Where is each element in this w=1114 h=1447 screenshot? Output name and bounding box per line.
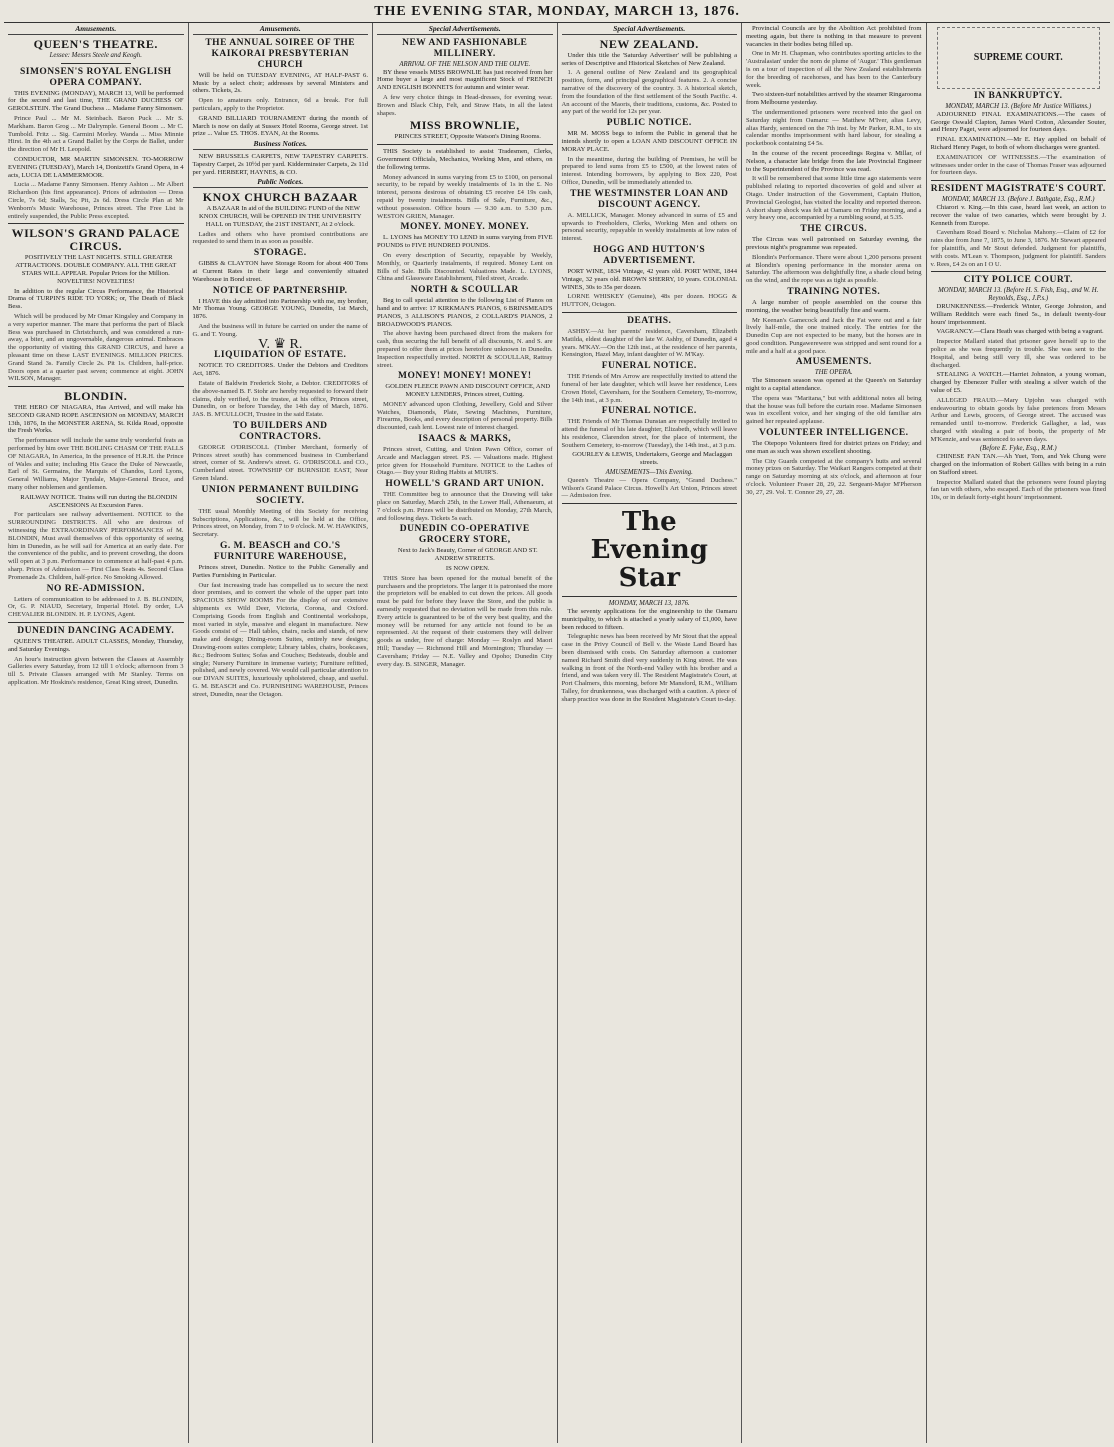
- column-2: Amusements. THE ANNUAL SOIREE OF THE KAIKORAI PRESBYTERIAN CHURCH Will be held on TUESDAY EVENING, AT HALF-PAST 6. Music by a select choir; addresses by several Ministers and others. Tickets, 2s. Open to amateurs only. Entrance, 6d a break. For full particulars, apply to the Proprietor. GRAND BILLIARD TOURNAMENT during the month of March is now on daily at Sussex Hotel Rooms, George street. 1st prize ... Value £5. THOS. EYAN, At the Rooms. Business Notices. NEW BRUSSELS CARPETS, NEW TAPESTRY CARPETS. Tapestry Carpet, 2s 10½d per yard. Kidderminster Carpets, 2s 11d per yard. HERBERT, HAYNES, & CO. Public Notices. KNOX CHURCH BAZAAR A BAZAAR In aid of the BUILDING FUND of the NEW KNOX CHURCH, Will be OPENED IN THE UNIVERSITY HALL on TUESDAY, the 21ST INSTANT, At 2 o'clock. Ladies and others who have promised contributions are requested to send them in as soon as possible. STORAGE. GIBBS & CLAYTON have Storage Room for about 400 Tons at Current Rates in their large and conveniently situated Warehouse in Bond street. NOTICE OF PARTNERSHIP. I HAVE this day admitted into Partnership with me, my brother, Mr Thomas Young. GEORGE YOUNG, Dunedin, 1st March, 1876. And the business will in future be carried on under the name of G. and T. Young. V. ♛ R. LIQUIDATION OF ESTATE. NOTICE TO CREDITORS. Under the Debtors and Creditors Act, 1876. Estate of Baldwin Frederick Stohr, a Debtor. CREDITORS of the above-named B. F. Stohr are hereby requested to forward their claims, duly verified, to the trustee, at his office, Princes street, Dunedin, on or before Tuesday, the 14th day of March, 1876. JAS. B. M'CULLOCH, Trustee in the said Estate. TO BUILDERS AND CONTRACTORS. GEORGE O'DRISCOLL (Timber Merchant, formerly of Princes street south) has commenced business in Cumberland street, corner of St. Andrew's street. G. O'DRISCOLL and CO., Cumberland street. TOWNSHIP OF BURNSIDE EAST, Near Green Island. UNION PERMANENT BUILDING SOCIETY. THE usual Monthly Meeting of this Society for receiving Subscriptions, Applications, &c., will be held at the Office, Princes street, on Monday, from 7 to 9 o'clock. M. W. HAWKINS, Secretary. G. M. BEASCH and CO.'S FURNITURE WAREHOUSE, Princes street, Dunedin. Notice to the Public Generally and Parties Furnishing in Particular. Our fast increasing trade has compelled us to secure the next door premises, and to convert the whole of the upper part into SPACIOUS SHOW ROOMS For the display of our extensive shipments ex Wild Deer, Victoria, Corona, and Oxford. Comprising Goods from English and Continental workshops, most varied in style, massive and elegant in manufacture. New Goods consist of — Hall tables, chairs, racks and stands, of new make and design; Dining-room Suites, entirely new designs; Drawing-room suites complete; Library tables, chairs, bookcases, &c.; Bedroom Suites; Sofas and Couches; Bedsteads, double and single; Nursery Furniture in immense variety; Furniture refitted, polished, and newly covered. We would call particular attention to our DIVAN SUITES, luxuriously upholstered, cheap, and useful. G. M. BEASCH and Co. FURNISHING WAREHOUSE, Princes street, Dunedin, near the Octagon.: [189, 23, 374, 1443]
- column-3: Special Advertisements. NEW AND FASHIONABLE MILLINERY. ARRIVAL OF THE NELSON AND THE OLIVE. BY these vessels MISS BROWNLIE has just received from her Home buyer a large and most magnificent Stock of FRENCH AND ENGLISH BONNETS for autumn and winter wear. A few very choice things in Head-dresses, for evening wear. Brown and Black Chip, Felt, and Straw Hats, in all the latest shapes. MISS BROWNLIE, PRINCES STREET, Opposite Watson's Dining Rooms. THIS Society is established to assist Tradesmen, Clerks, Government Officials, Mechanics, Working Men, and others, on the following terms. Money advanced in sums varying from £5 to £100, on personal security, to be repaid by weekly instalments of 1s in the £. No interest, persons desirous of obtaining £5 receive £4 19s cash, repaid by twenty instalments. Bills of Sale, Furniture, &c., without possession. Office hours — 9.30 a.m. to 5.30 p.m. WESTON GRIEN, Manager. MONEY. MONEY. MONEY. L. LYONS has MONEY TO LEND in sums varying from FIVE POUNDS to FIVE HUNDRED POUNDS. On every description of Security, repayable by Weekly, Monthly, or Quarterly instalments, if required. Money Lent on Bills of Sale. Bills Discounted. Valuations Made. L. LYONS, China and Glassware Establishment, Filed street, Arcade. NORTH & SCOULLAR Beg to call special attention to the following List of Pianos on hand and to arrive: 17 KIRKMAN'S PIANOS, 6 BRINSMEAD'S PIANOS, 3 ALLISON'S PIANOS, 2 COLLARD'S PIANOS, 2 BROADWOOD'S PIANOS. The above having been purchased direct from the makers for cash, thus securing the full benefit of all discounts, N. and S. are prepared to offer them at prices heretofore unknown in Dunedin. Inspection respectfully invited. NORTH & SCOULLAR, Rattray street. MONEY! MONEY! MONEY! GOLDEN FLEECE PAWN AND DISCOUNT OFFICE, AND MONEY LENDERS, Princes street, Cutting. MONEY advanced upon Clothing, Jewellery, Gold and Silver Watches, Diamonds, Plate, Sewing Machines, Furniture, Firearms, Books, and every description of personal property. Bills discounted, cash lent. Lowest rate of interest charged. ISAACS & MARKS, Princes street, Cutting, and Union Pawn Office, corner of Arcade and Maclaggan street. P.S. — Valuations made. Highest price given for Household Furniture. NOTICE to the Ladies of Otago.— Buy your Riding Habits at MUIR'S. HOWELL'S GRAND ART UNION. THE Committee beg to announce that the Drawing will take place on Saturday, March 25th, in the Lower Hall, Athenaeum, at 7 o'clock p.m. Prizes will be distributed on Monday, 27th March, and following days. Tickets 5s each. DUNEDIN CO-OPERATIVE GROCERY STORE, Next to Jack's Beauty, Corner of GEORGE AND ST. ANDREW STREETS. IS NOW OPEN. THIS Store has been opened for the mutual benefit of the purchasers and the proprietors. The larger it is patronised the more the proprietors will be enabled to cut down the prices. All goods must be paid for before they leave the Store, and the public is earnestly requested that no deviation will be made from this rule. Every article is guaranteed to be of the very best quality, and the money will be returned for any article not found to be as represented. At the request of their customers they will deliver goods as under, free of charge: Monday — Roslyn and Maori Hill; Tuesday — Richmond Hill and Mornington; Thursday — Caversham; Friday — N.E. Valley and Opoho; Dunedin City every day. B. SINGER, Manager.: [373, 23, 558, 1443]
- ad-text: THE HERO OF NIAGARA, Has Arrived, and will make his SECOND GRAND ROPE ASCENSION on MONDAY, MARCH 13th, 1876, In the MONSTER ARENA, St. Kilda Road, opposite the Fresh Works.: [8, 404, 184, 435]
- court-heading: IN BANKRUPTCY.: [974, 91, 1063, 101]
- news-heading: AMUSEMENTS.: [795, 357, 872, 368]
- article-text: Two sixteen-turf notabilities arrived by the steamer Ringarooma from Melbourne yesterday.: [746, 91, 922, 107]
- section-header: Business Notices.: [193, 140, 369, 150]
- ad-heading: MONEY. MONEY. MONEY.: [400, 222, 529, 233]
- ad-subheading: AMUSEMENTS—This Evening.: [605, 469, 693, 477]
- ad-text: GOLDEN FLEECE PAWN AND DISCOUNT OFFICE, AND MONEY LENDERS, Princes street, Cutting.: [385, 383, 551, 399]
- supreme-court-stamp: SUPREME COURT.: [937, 27, 1101, 89]
- ad-heading: DUNEDIN DANCING ACADEMY.: [17, 626, 175, 637]
- ad-heading: NEW ZEALAND.: [599, 36, 699, 51]
- ad-heading: NEW AND FASHIONABLE MILLINERY.: [402, 37, 528, 59]
- article-text: In the course of the recent proceedings Regina v. Millar, of Nelson, a character late bridge from the late Provincial Engineer to the Superintendent of the Province was read.: [746, 149, 922, 173]
- ad-subheading: Lessee: Messrs Steele and Keogh.: [49, 51, 142, 59]
- ad-text: GRAND BILLIARD TOURNAMENT during the month of March is now on daily at Sussex Hotel Rooms, George street. 1st prize ... Value £5. THOS. EYAN, At the Rooms.: [192, 114, 368, 138]
- court-heading: CITY POLICE COURT.: [963, 275, 1073, 286]
- court-text: VAGRANCY.—Clara Heath was charged with being a vagrant.: [936, 328, 1104, 336]
- court-subheading: (Before E. Fyke, Esq., R.M.): [979, 445, 1057, 453]
- ad-text: Under this title the 'Saturday Advertiser' will be publishing a series of Descriptive and Historical Sketches of New Zealand.: [561, 51, 737, 67]
- section-header: Public Notices.: [193, 178, 369, 188]
- ad-text: THIS EVENING (MONDAY), MARCH 13, Will be performed for the second and last time, THE GRAND DUCHESS OF GEROLSTEIN. The Grand Duchess ... Madame Fanny Simonsen.: [8, 89, 184, 113]
- section-header: Special Advertisements.: [377, 25, 553, 35]
- column-6: SUPREME COURT. IN BANKRUPTCY. MONDAY, MARCH 13. (Before Mr Justice Williams.) ADJOURNED FINAL EXAMINATIONS.—The cases of George Oswald Clapton, James Ward Cotton, Alexander Souter, and Henry Paget, were adjourned for fourteen days. FINAL EXAMINATION.—Mr E. Hay applied on behalf of Richard Henry Paget, to both of whom discharges were granted. EXAMINATION OF WITNESSES.—The examination of witnesses under order in the case of Thomas Fraser was adjourned for fourteen days. RESIDENT MAGISTRATE'S COURT. MONDAY, MARCH 13. (Before J. Bathgate, Esq., R.M.) Chiarori v. King.—In this case, heard last week, an action to recover the value of two canaries, which were brought by J. Kenneth from Europe. Cavenham Road Board v. Nicholas Mahony.—Claim of £2 for rates due from June 7, 1875, to June 3, 1876. Mr Stewart appeared for plaintiffs, and Mr Stout defended. Judgment for plaintiffs, with costs. M'Lean v. Thompson, judgment for plaintiff. Sanders v. Rees, £4 2s on an I O U. CITY POLICE COURT. MONDAY, MARCH 13. (Before H. S. Fish, Esq., and W. H. Reynolds, Esq., J.P.s.) DRUNKENNESS.—Frederick Winter, George Johnston, and William Redditch were each fined 5s., in default twenty-four hours' imprisonment. VAGRANCY.—Clara Heath was charged with being a vagrant. Inspector Mallard stated that prisoner gave herself up to the police as she was frequently in trouble. She was sent to the Hospital, and being still very ill, she was ordered to be discharged. STEALING A WATCH.—Harriet Johnston, a young woman, charged by Ebenezer Fuller with stealing a silver watch of the value of £5. ALLEGED FRAUD.—Mary Upjohn was charged with endeavouring to obtain goods by false pretences from Messrs Arthur and Lewis, grocers, of George street. The accused was remanded until to-morrow. Frederick Gallagher, a lad, was charged with stealing a pair of boots, the property of Mr M'Kenzie, and was sentenced to seven days. (Before E. Fyke, Esq., R.M.) CHINESE FAN TAN.—Ah Yuet, Tom, and Yek Chung were charged on the information of Robert Gillies with being in a ruin on Stafford street. Inspector Mallard stated that the prisoners were found playing fan tan with others, who escaped. Each of the prisoners was fined 10s, or in default forty-eight hours' imprisonment.: [927, 23, 1111, 1443]
- ad-heading: DUNEDIN CO-OPERATIVE GROCERY STORE,: [399, 524, 530, 546]
- ad-heading: DEATHS.: [627, 315, 672, 326]
- article-text: The Circus was well patronised on Saturday evening, the previous night's programme was repeated.: [746, 236, 922, 251]
- article-text: Provincial Councils are by the Abolition Act prohibited from meeting again, but there is nothing in that measure to prevent vacancies in their bodies being filled up.: [746, 25, 922, 48]
- evening-star-logo: The Evening Star: [590, 507, 708, 594]
- news-heading: TRAINING NOTES.: [787, 286, 881, 297]
- ad-heading: HOGG AND HUTTON'S ADVERTISEMENT.: [593, 244, 706, 266]
- ad-text: Next to Jack's Beauty, Corner of GEORGE AND ST. ANDREW STREETS.: [397, 547, 538, 563]
- court-text: ADJOURNED FINAL EXAMINATIONS.—The cases of George Oswald Clapton, James Ward Cotton, Alexander Souter, and Henry Paget, were adjourned for fourteen days.: [930, 110, 1106, 134]
- ad-text: Will be held on TUESDAY EVENING, AT HALF-PAST 6. Music by a select choir; addresses by several Ministers and others. Tickets, 2s.: [192, 71, 368, 95]
- ad-heading: MISS BROWNLIE,: [409, 118, 520, 133]
- ad-text: BY these vessels MISS BROWNLIE has just received from her Home buyer a large and most magnificent Stock of FRENCH AND ENGLISH BONNETS for autumn and winter wear.: [377, 68, 553, 92]
- ad-text: POSITIVELY THE LAST NIGHTS. STILL GREATER ATTRACTIONS. DOUBLE COMPANY. ALL THE GREAT STARS WILL APPEAR. Popular Prices for the Million. NOVELTIES! NOVELTIES!: [15, 254, 177, 285]
- ad-text: THIS Society is established to assist Tradesmen, Clerks, Government Officials, Mechanics, Working Men, and others, on the following terms.: [377, 148, 553, 171]
- court-text: CHINESE FAN TAN.—Ah Yuet, Tom, and Yek Chung were charged on the information of Robert Gillies with being in a ruin on Stafford street.: [930, 453, 1106, 476]
- ad-text: NEW BRUSSELS CARPETS, NEW TAPESTRY CARPETS. Tapestry Carpet, 2s 10½d per yard. Kidderminster Carpets, 2s 11d per yard. HERBERT, HAYNES, & CO.: [192, 152, 368, 176]
- article-text: The Simonsen season was opened at the Queen's on Saturday night to a capital attendance.: [746, 377, 922, 393]
- ad-heading: NOTICE OF PARTNERSHIP.: [212, 285, 348, 296]
- ad-text: MR M. MOSS begs to inform the Public in general that he intends shortly to open a LOAN AND DISCOUNT OFFICE IN MORAY PLACE.: [561, 130, 737, 153]
- court-heading: RESIDENT MAGISTRATE'S COURT.: [930, 184, 1106, 195]
- ad-text: Beg to call special attention to the following List of Pianos on hand and to arrive: 17 KIRKMAN'S PIANOS, 6 BRINSMEAD'S PIANOS, 3 ALLISON'S PIANOS, 2 COLLARD'S PIANOS, 2 BROADWOOD'S PIANOS.: [377, 297, 553, 328]
- ad-heading: THE WESTMINSTER LOAN AND DISCOUNT AGENCY.: [570, 188, 729, 210]
- court-text: STEALING A WATCH.—Harriet Johnston, a young woman, charged by Ebenezer Fuller with stealing a silver watch of the value of £5.: [930, 371, 1106, 394]
- ad-text: PORT WINE, 1834 Vintage, 42 years old. PORT WINE, 1844 Vintage, 32 years old. BROWN SHERRY, 10 years. COLONIAL WINES, 30s to 35s per dozen.: [561, 267, 737, 291]
- article-text: The seventy applications for the engineership to the Oamaru municipality, to which is attached a yearly salary of £1,000, have been reduced to fifteen.: [561, 608, 737, 631]
- ad-text: RAILWAY NOTICE. Trains will run during the BLONDIN ASCENSIONS At Excursion Fares.: [20, 493, 178, 509]
- column-1: Amusements. QUEEN'S THEATRE. Lessee: Messrs Steele and Keogh. SIMONSEN'S ROYAL ENGLISH OPERA COMPANY. THIS EVENING (MONDAY), MARCH 13, Will be performed for the second and last time, THE GRAND DUCHESS OF GEROLSTEIN. The Grand Duchess ... Madame Fanny Simonsen. Prince Paul ... Mr M. Steinbach. Baron Puck ... Mr S. Markham. Baron Grog ... Mr Dalrymple. General Boom ... Mr C. Tumbold. Fritz ... Sig. Carmini Morley. Wanda ... Miss Minnie Hirst. In the 4th act a Grand Ballet by the Corps de Ballet, under the direction of Mr H. Leopold. CONDUCTOR, MR MARTIN SIMONSEN. TO-MORROW EVENING (TUESDAY), March 14, Donizetti's Grand Opera, in 4 acts, LUCIA DE LAMMERMOOR. Lucia ... Madame Fanny Simonsen. Henry Ashton ... Mr Albert Richardson (his first appearance). Prices of admission — Dress Circle, 7s 6d; Stalls, 5s; Pit, 2s 6d. Dress Circle Plan at Mr Wenborn's Music Warehouse, Princes street. The Free List is entirely suspended, the Public Press excepted. WILSON'S GRAND PALACE CIRCUS. POSITIVELY THE LAST NIGHTS. STILL GREATER ATTRACTIONS. DOUBLE COMPANY. ALL THE GREAT STARS WILL APPEAR. Popular Prices for the Million. NOVELTIES! NOVELTIES! In addition to the regular Circus Performance, the Historical Drama of TURPIN'S RIDE TO YORK; or, The Death of Black Bess. Which will be produced by Mr Omar Kingsley and Company in a very superior manner. The mare that performs the part of Black Bess was purchased in Christchurch, and was considered a run-away, a biter, and an ungovernable, dangerous animal. Embraces the opportunity of visiting this GRAND CIRCUS, and have a pleasant time on these LAST EVENINGS. MILLION PRICES. Grand Stand 3s. Family Circle 2s. Pit 1s. Children, half-price. Doors open at a quarter past seven; commence at eight. JOHN WILSON, Manager. BLONDIN. THE HERO OF NIAGARA, Has Arrived, and will make his SECOND GRAND ROPE ASCENSION on MONDAY, MARCH 13th, 1876, In the MONSTER ARENA, St. Kilda Road, opposite the Fresh Works. The performance will include the same truly wonderful feats as performed by him over THE BOILING CHASM OF THE FALLS OF NIAGARA, In America, In the presence of H.R.H. the Prince of Wales and suite; including His Grace the Duke of Newcastle, Earl of St. Germains, the Marquis of Chandos, Lord Lyons, General Williams, Major Tyndale, Major-General Bruce, and many other noblemen and gentlemen. RAILWAY NOTICE. Trains will run during the BLONDIN ASCENSIONS At Excursion Fares. For particulars see railway advertisement. NOTICE to the SURROUNDING DISTRICTS. All who are desirous of witnessing the EXTRAORDINARY PERFORMANCES of M. BLONDIN, Must avail themselves of this opportunity of seeing him in Dunedin, as he will sail for America at an early date. For the convenience of the public, and to prevent crowding, the doors will open at 3 p.m. Performance to commence at half-past 4 p.m. sharp. Prices of Admission — First Class Seats 4s. Second Class Promenade 2s. Children, half-price. No Smoking Allowed. NO RE-ADMISSION. Letters of communication to be addressed to J. B. BLONDIN, Or, G. P. NIAUD, Secretary, Imperial Hotel. By order, LA CHEVALIER BLONDIN. H. P. LYONS, Agent. DUNEDIN DANCING ACADEMY. QUEEN'S THEATRE. ADULT CLASSES, Monday, Thursday, and Saturday Evenings. An hour's instruction given between the Classes at Assembly Galleries every Saturday, from 12 till 1 o'clock; afternoon from 3 till 5. Private Classes arranged with Mr Stanley. Terms on application. Mr Hoskins's residence, Great King street, Dunedin.: [4, 23, 189, 1443]
- ad-heading: PUBLIC NOTICE.: [606, 118, 692, 129]
- ad-heading: WILSON'S GRAND PALACE CIRCUS.: [11, 226, 180, 254]
- ad-subheading: ARRIVAL OF THE NELSON AND THE OLIVE.: [399, 60, 531, 68]
- court-subheading: MONDAY, MARCH 13. (Before J. Bathgate, Esq., R.M.): [941, 196, 1095, 204]
- ad-heading: LIQUIDATION OF ESTATE.: [214, 350, 347, 361]
- issue-date: MONDAY, MARCH 13, 1876.: [608, 600, 690, 608]
- court-text: DRUNKENNESS.—Frederick Winter, George Johnston, and William Redditch were each fined 5s., in default twenty-four hours' imprisonment.: [930, 302, 1106, 326]
- news-heading: THE CIRCUS.: [800, 224, 868, 235]
- ad-heading: KNOX CHURCH BAZAAR: [202, 190, 358, 205]
- ad-heading: NO RE-ADMISSION.: [46, 583, 145, 594]
- article-text: The Otepopo Volunteers fired for district prizes on Friday; and one man as such was shown excellent shooting.: [746, 440, 922, 455]
- masthead-title: THE EVENING STAR, MONDAY, MARCH 13, 1876.: [374, 4, 740, 19]
- royal-crest-icon: V. ♛ R.: [258, 336, 303, 352]
- ad-text: GIBBS & CLAYTON have Storage Room for about 400 Tons at Current Rates in their large and conveniently situated Warehouse in Bond street.: [192, 260, 368, 283]
- ad-text: A BAZAAR In aid of the BUILDING FUND of the NEW KNOX CHURCH, Will be OPENED IN THE UNIVERSITY HALL on TUESDAY, the 21ST INSTANT, At 2 o'clock.: [199, 205, 362, 228]
- news-subheading: THE OPERA.: [814, 369, 853, 377]
- ad-text: In addition to the regular Circus Performance, the Historical Drama of TURPIN'S RIDE TO YORK; or, The Death of Black Bess.: [8, 287, 184, 311]
- ad-text: L. LYONS has MONEY TO LEND in sums varying from FIVE POUNDS to FIVE HUNDRED POUNDS.: [377, 234, 553, 250]
- ad-heading: MONEY! MONEY! MONEY!: [398, 371, 532, 382]
- ad-text: CONDUCTOR, MR MARTIN SIMONSEN. TO-MORROW EVENING (TUESDAY), March 14, Donizetti's Grand Opera, in 4 acts, LUCIA DE LAMMERMOOR.: [8, 155, 184, 179]
- ad-heading: BLONDIN.: [64, 389, 128, 404]
- ad-heading: SIMONSEN'S ROYAL ENGLISH OPERA COMPANY.: [19, 66, 172, 88]
- ad-text: NOTICE TO CREDITORS. Under the Debtors and Creditors Act, 1876.: [192, 362, 368, 378]
- ad-text: I HAVE this day admitted into Partnership with me, my brother, Mr Thomas Young. GEORGE YOUNG, Dunedin, 1st March, 1876.: [192, 297, 368, 321]
- ad-heading: THE ANNUAL SOIREE OF THE KAIKORAI PRESBYTERIAN CHURCH: [205, 37, 356, 70]
- section-header: Special Advertisements.: [562, 25, 738, 35]
- column-4: Special Advertisements. NEW ZEALAND. Under this title the 'Saturday Advertiser' will be publishing a series of Descriptive and Historical Sketches of New Zealand. 1. A general outline of New Zealand and its geographical position, form, and principal geographical features. 2. A concise narrative of the discovery of the country. 3. A historical sketch, from the foundation of the first settlement of the South Pacific. 4. An account of the Maoris, their traditions, customs, &c. Posted to any part of the world for 12s per year. PUBLIC NOTICE. MR M. MOSS begs to inform the Public in general that he intends shortly to open a LOAN AND DISCOUNT OFFICE IN MORAY PLACE. In the meantime, during the building of Premises, he will be prepared to lend sums from £5 to £500, at the lowest rates of interest. Intending borrowers, by applying to Box 220, Post Office, Dunedin, will be immediately attended to. THE WESTMINSTER LOAN AND DISCOUNT AGENCY. A. MELLICK, Manager. Money advanced in sums of £5 and upwards to Freeholders, Clerks, Working Men and others on personal security, repayable in weekly instalments at low rates of interest. HOGG AND HUTTON'S ADVERTISEMENT. PORT WINE, 1834 Vintage, 42 years old. PORT WINE, 1844 Vintage, 32 years old. BROWN SHERRY, 10 years. COLONIAL WINES, 30s to 35s per dozen. LORNE WHISKEY (Genuine), 48s per dozen. HOGG & HUTTON, Octagon. DEATHS. ASHBY.—At her parents' residence, Caversham, Elizabeth Matilda, eldest daughter of the late W. Ashby, of Dunedin, aged 4 years. M'KAY.—On the 12th inst., at the residence of her parents, Kensington, Hazel May, infant daughter of W. M'Kay. FUNERAL NOTICE. THE Friends of Mrs Arrow are respectfully invited to attend the funeral of her late daughter, which will leave her residence, Lees Crown Hotel, Caversham, for the Southern Cemetery, To-morrow, the 14th inst., at 3 p.m. FUNERAL NOTICE. THE Friends of Mr Thomas Dunstan are respectfully invited to attend the funeral of his late daughter, Elizabeth, which will leave his residence, Clarendon street, for the place of interment, the Southern Cemetery, to-morrow (Tuesday), the 14th inst., at 3 p.m. GOURLEY & LEWIS, Undertakers, George and Maclaggan streets. AMUSEMENTS—This Evening. Queen's Theatre — Opera Company, "Grand Duchess." Wilson's Grand Palace Circus. Howell's Art Union, Princes street — Admission free. The Evening Star MONDAY, MARCH 13, 1876. The seventy applications for the engineership to the Oamaru municipality, to which is attached a yearly salary of £1,000, have been reduced to fifteen. Telegraphic news has been received by Mr Stout that the appeal case in the Privy Council of Bell v. the Waste Land Board has been dismissed with costs. On Saturday afternoon a customer named Richard Smith died very suddenly in King street. He was walking in front of the North-end Valley with his brother and a friend, and was taken very ill. The Resident Magistrate's Court, at Port Chalmers, this morning, before Mr Mansford, R.M., William Talley, for drunkenness, was discharged with a caution. A piece of sharp practice was done in the Resident Magistrate's Court to-day.: [558, 23, 743, 1443]
- ad-heading: STORAGE.: [253, 248, 307, 259]
- ad-text: PRINCES STREET, Opposite Watson's Dining Rooms.: [394, 133, 541, 141]
- ad-text: QUEEN'S THEATRE. ADULT CLASSES, Monday, Thursday, and Saturday Evenings.: [8, 638, 184, 653]
- court-subheading: MONDAY, MARCH 13. (Before H. S. Fish, Esq., and W. H. Reynolds, Esq., J.P.s.): [938, 287, 1099, 303]
- section-header: Amusements.: [193, 25, 369, 35]
- ad-heading: UNION PERMANENT BUILDING SOCIETY.: [201, 484, 359, 506]
- ad-heading: TO BUILDERS AND CONTRACTORS.: [233, 420, 328, 442]
- ad-heading: ISAACS & MARKS,: [418, 434, 512, 445]
- masthead: [4, 2, 1110, 23]
- news-heading: VOLUNTEER INTELLIGENCE.: [758, 428, 909, 439]
- ad-text: GOURLEY & LEWIS, Undertakers, George and Maclaggan streets.: [572, 451, 733, 467]
- article-text: A large number of people assembled on the course this morning, the weather being beautifully fine and warm.: [746, 298, 922, 314]
- court-text: Chiarori v. King.—In this case, heard last week, an action to recover the value of two canaries, which were brought by J. Kenneth from Europe.: [930, 203, 1106, 227]
- court-text: FINAL EXAMINATION.—Mr E. Hay applied on behalf of Richard Henry Paget, to both of whom discharges were granted.: [930, 136, 1106, 151]
- ad-text: Princes street, Dunedin. Notice to the Public Generally and Parties Furnishing in Particular.: [192, 564, 368, 579]
- columns: [4, 23, 1110, 1443]
- ad-heading: FUNERAL NOTICE.: [601, 406, 697, 417]
- ad-heading: NORTH & SCOULLAR: [410, 285, 519, 296]
- ad-text: IS NOW OPEN.: [445, 565, 490, 573]
- ad-heading: FUNERAL NOTICE.: [601, 361, 697, 372]
- column-5: Provincial Councils are by the Abolition Act prohibited from meeting again, but there is nothing in that measure to prevent vacancies in their bodies being filled up. One in Mr H. Chapman, who contributes sporting articles to the 'Australasian' under the nom de plume of 'Augur.' This gentleman is on a tour of inspection of all the New Zealand establishments for the breeding of racehorses, and has been to the Canterbury week. Two sixteen-turf notabilities arrived by the steamer Ringarooma from Melbourne yesterday. The undermentioned prisoners were received into the gaol on Saturday night from Oamaru: — Matthew M'Iver, alias Levy, alias Hardy, sentenced on the 7th inst. by Mr Parker, R.M., to six calendar months imprisonment with hard labour, for stealing a pocketbook containing £4 5s. In the course of the recent proceedings Regina v. Millar, of Nelson, a character late bridge from the late Provincial Engineer to the Superintendent of the Province was read. It will be remembered that some little time ago statements were published relating to reported discoveries of gold and silver at Otago. Under instruction of the Government, Captain Hutton, Provincial Geologist, has visited the locality and reported thereon. A short sharp shock was felt at Oamaru on Friday morning, and a very heavy one, accompanied by a rumbling sound, at 5.35. THE CIRCUS. The Circus was well patronised on Saturday evening, the previous night's programme was repeated. Blondin's Performance. There were about 1,200 persons present at Blondin's opening performance in the monster arena on Saturday. The afternoon was delightfully fine, a shade cloud being on the wind, and the rope was as tight as possible. TRAINING NOTES. A large number of people assembled on the course this morning, the weather being beautifully fine and warm. Mr Keenan's Gamecock and Jack the Fat were out and a fair lively half-mile, the one trained nicely. The entries for the Dunedin Cup are not expected to be many, but the horses are in good condition. Pungawerewere was stripped and sent round for a mile and a half at a good pace. AMUSEMENTS. THE OPERA. The Simonsen season was opened at the Queen's on Saturday night to a capital attendance. The opera was "Maritana," but with additional notes all being that the house was full before the curtain rose. Madame Simonsen was in excellent voice, and her singing of the old familiar airs gained her repeated applause. VOLUNTEER INTELLIGENCE. The Otepopo Volunteers fired for district prizes on Friday; and one man as such was shown excellent shooting. The City Guards competed at the company's butts and several money prizes on Saturday. The Waikari Rangers competed at their range on Saturday morning at six o'clock, and afternoon at four o'clock. Volunteer Fraser 28, 29, 22. Sergeant-Major M'Pherson 30, 27, 29. Vol. T. Connor 29, 27, 28.: [742, 23, 927, 1443]
- ad-heading: HOWELL'S GRAND ART UNION.: [385, 479, 545, 490]
- section-header: Amusements.: [8, 25, 184, 35]
- court-subheading: MONDAY, MARCH 13. (Before Mr Justice Williams.): [945, 103, 1092, 110]
- ad-heading: QUEEN'S THEATRE.: [33, 36, 158, 51]
- ad-heading: G. M. BEASCH and CO.'S FURNITURE WAREHOUSE,: [213, 541, 347, 563]
